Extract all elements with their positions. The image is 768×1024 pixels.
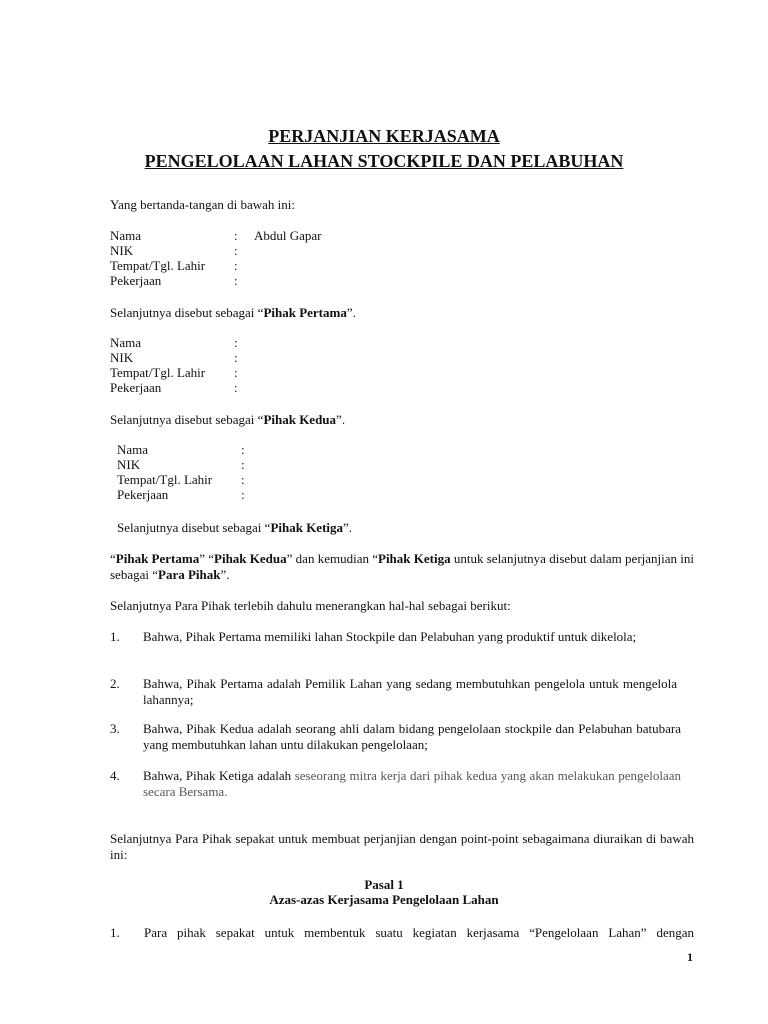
party2-designation-prefix: Selanjutnya disebut sebagai “ [110,412,264,427]
party3-designation-name: Pihak Ketiga [270,520,344,535]
recital-number: 3. [110,721,120,736]
party3-job-label: Pekerjaan [117,487,169,502]
party1-designation-suffix: ”. [346,305,356,320]
quote-mark: “ [110,551,116,566]
party3-job-colon: : [241,487,245,502]
recital-text: Bahwa, Pihak Kedua adalah seorang ahli dalam bidang pengelolaan stockpile dan Pelabuhan batubara yang membutuhkan lahan untu dilakukan pengelolaan; [143,721,681,752]
party2-job-label: Pekerjaan [110,380,162,395]
agree-intro: Selanjutnya Para Pihak sepakat untuk membuat perjanjian dengan point-point sebagaimana diuraikan di bawah ini: [110,831,694,862]
party2-name-colon: : [234,335,238,350]
quote-mark: ” “ [199,551,215,566]
document-title-line-1: PERJANJIAN KERJASAMA [268,126,500,146]
party3-birth-label: Tempat/Tgl. Lahir [117,472,213,487]
party1-job-label: Pekerjaan [110,273,162,288]
article-item-text: Para pihak sepakat untuk membentuk suatu kegiatan kerjasama “Pengelolaan Lahan” dengan [144,925,694,940]
recital-number: 1. [110,629,120,644]
party2-nik-label: NIK [110,350,134,365]
party1-designation [110,305,356,320]
party3-designation-prefix: Selanjutnya disebut sebagai “ [117,520,271,535]
term-pihak-ketiga: Pihak Ketiga [378,551,451,566]
party1-name-value: Abdul Gapar [254,228,322,243]
party1-birth-colon: : [234,258,238,273]
party2-name-label: Nama [110,335,142,350]
party2-designation [110,412,345,427]
party1-birth-label: Tempat/Tgl. Lahir [110,258,206,273]
connector-text: untuk selanjutnya disebut dalam perjanjian ini sebagai “ [110,551,695,582]
party1-name-colon: : [234,228,238,243]
term-pihak-pertama: Pihak Pertama [115,551,200,566]
party3-name-colon: : [241,442,245,457]
connector-text: ” dan kemudian “ [286,551,378,566]
party1-nik-label: NIK [110,243,134,258]
pasal-number: Pasal 1 [364,877,404,892]
party2-job-colon: : [234,380,238,395]
page-number: 1 [687,950,693,964]
party2-nik-colon: : [234,350,238,365]
recital-text [143,768,681,799]
pasal-title: Azas-azas Kerjasama Pengelolaan Lahan [269,892,499,907]
party1-name-label: Nama [110,228,142,243]
para-pihak-paragraph [110,551,694,582]
party3-nik-colon: : [241,457,245,472]
recital-text: Bahwa, Pihak Pertama memiliki lahan Stockpile dan Pelabuhan yang produktif untuk dikelola; [143,629,637,644]
party3-name-label: Nama [117,442,149,457]
intro-text: Yang bertanda-tangan di bawah ini: [110,197,295,212]
closing-text: ”. [220,566,230,582]
party2-designation-name: Pihak Kedua [263,412,337,427]
explain-intro: Selanjutnya Para Pihak terlebih dahulu menerangkan hal-hal sebagai berikut: [110,598,511,613]
party3-nik-label: NIK [117,457,141,472]
party1-designation-prefix: Selanjutnya disebut sebagai “ [110,305,264,320]
party3-designation-suffix: ”. [343,520,353,535]
recital-text-part-b: seseorang mitra kerja dari pihak kedua yang akan melakukan pengelolaan secara Bersama. [143,768,682,799]
party1-designation-name: Pihak Pertama [263,305,347,320]
party2-birth-label: Tempat/Tgl. Lahir [110,365,206,380]
article-item-number: 1. [110,925,120,940]
recital-text: Bahwa, Pihak Pertama adalah Pemilik Lahan yang sedang membutuhkan pengelola untuk mengelola lahannya; [143,676,677,707]
recital-number: 4. [110,768,120,783]
term-pihak-kedua: Pihak Kedua [214,551,287,566]
party2-designation-suffix: ”. [336,412,346,427]
party1-job-colon: : [234,273,238,288]
party3-designation [117,520,352,535]
party2-birth-colon: : [234,365,238,380]
party3-birth-colon: : [241,472,245,487]
party1-nik-colon: : [234,243,238,258]
document-title-line-2: PENGELOLAAN LAHAN STOCKPILE DAN PELABUHAN [144,151,624,171]
term-para-pihak: Para Pihak [158,566,221,582]
recital-text-part-a: Bahwa, Pihak Ketiga adalah [143,768,295,783]
recital-number: 2. [110,676,120,691]
